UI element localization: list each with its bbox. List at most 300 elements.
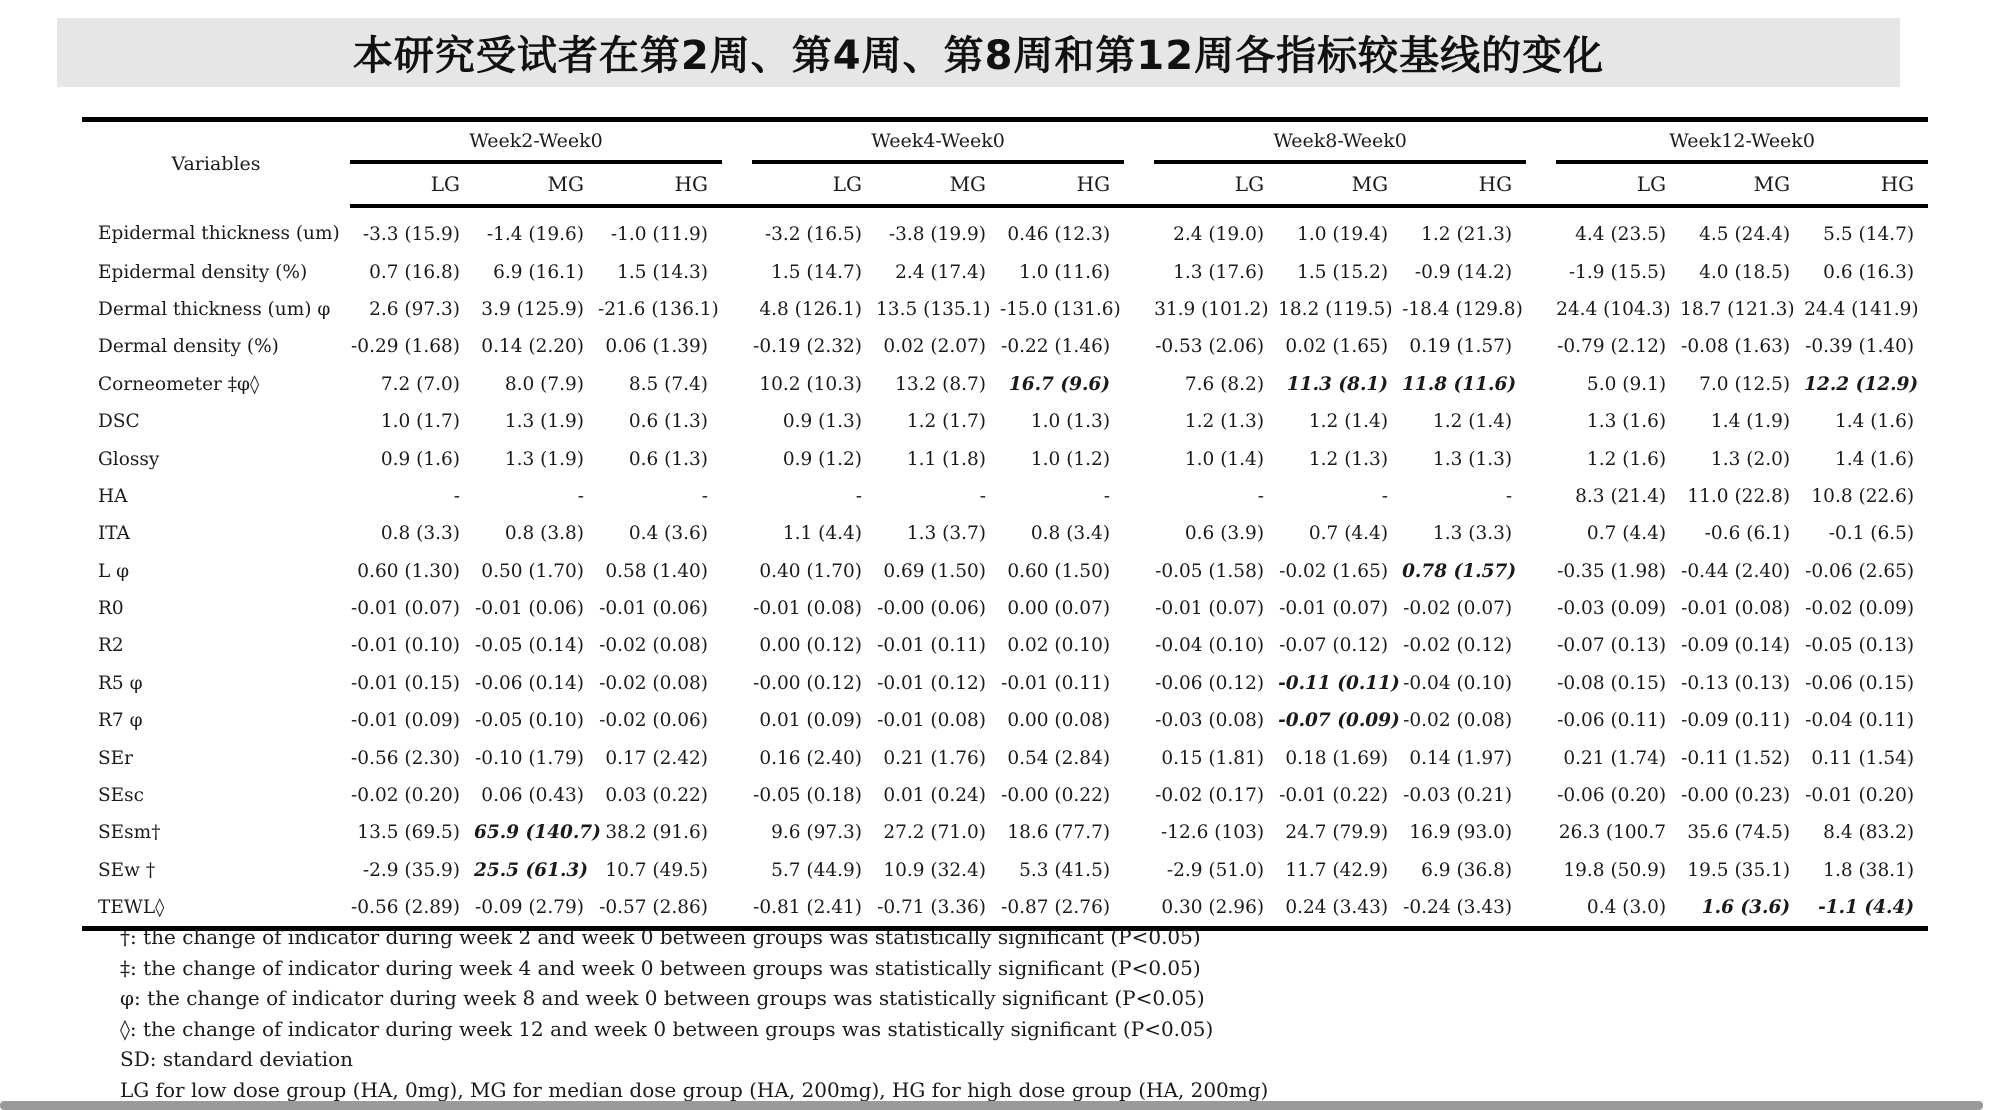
value-cell: -0.06 (0.20)	[1557, 785, 1667, 807]
value-cell: 0.16 (2.40)	[759, 747, 863, 769]
variable-name: SEsc	[98, 785, 145, 807]
value-cell: 1.2 (1.7)	[906, 411, 987, 433]
value-cell: -	[855, 485, 863, 507]
value-cell: 4.0 (18.5)	[1699, 261, 1791, 283]
value-cell: 1.3 (2.0)	[1710, 448, 1791, 470]
value-cell: -0.01 (0.22)	[1279, 785, 1389, 807]
variable-name: R0	[98, 598, 124, 620]
value-cell: 0.14 (1.97)	[1409, 747, 1513, 769]
footnote-line: ‡: the change of indicator during week 4 and week 0 between groups was statistically significant (P<0.05)	[120, 955, 1201, 980]
value-cell: -1.0 (11.9)	[610, 224, 709, 246]
value-cell: -2.9 (51.0)	[1166, 859, 1265, 881]
value-cell: -0.13 (0.13)	[1681, 672, 1791, 694]
group-gap	[1526, 777, 1556, 814]
horizontal-scrollbar[interactable]	[0, 1101, 1983, 1110]
variable-name: L φ	[98, 560, 130, 582]
group-header-week12: Week12-Week0	[1556, 120, 1928, 163]
group-gap	[722, 702, 752, 739]
value-cell: -0.56 (2.30)	[351, 747, 460, 769]
value-cell: 0.4 (3.6)	[628, 523, 709, 545]
value-cell: -2.9 (35.9)	[362, 859, 460, 881]
value-cell: 0.7 (4.4)	[1586, 523, 1667, 545]
variable-name: Epidermal density (%)	[98, 261, 308, 283]
value-cell: 0.03 (0.22)	[605, 785, 709, 807]
value-cell: -0.1 (6.5)	[1828, 523, 1915, 545]
value-cell: -0.04 (0.11)	[1805, 710, 1915, 732]
value-cell: -0.11 (1.52)	[1681, 747, 1791, 769]
variable-name: Dermal thickness (um) φ	[98, 298, 331, 320]
results-table	[82, 117, 1928, 931]
table-row	[82, 253, 1928, 290]
subheader-hg: HG	[1804, 162, 1928, 206]
subheader-hg: HG	[1000, 162, 1124, 206]
value-cell: -0.01 (0.11)	[877, 635, 987, 657]
group-gap	[1124, 739, 1154, 776]
value-cell: -	[979, 485, 987, 507]
value-cell: 24.4 (141.9)	[1804, 298, 1919, 320]
value-cell: -0.6 (6.1)	[1704, 523, 1791, 545]
value-cell: 35.6 (74.5)	[1687, 822, 1791, 844]
value-cell: -0.05 (0.13)	[1805, 635, 1915, 657]
variable-name: SEr	[98, 747, 134, 769]
table-row	[82, 627, 1928, 664]
table-row	[82, 291, 1928, 328]
value-cell: 18.7 (121.3)	[1680, 298, 1795, 320]
value-cell: -0.22 (1.46)	[1001, 336, 1111, 358]
value-cell: -0.09 (2.79)	[474, 889, 598, 929]
group-gap	[1124, 627, 1154, 664]
group-gap	[1124, 590, 1154, 627]
subheader-lg: LG	[1556, 162, 1680, 206]
value-cell: 1.2 (1.3)	[1184, 411, 1265, 433]
value-cell: 0.69 (1.50)	[883, 560, 987, 582]
value-cell: -0.03 (0.09)	[1557, 598, 1667, 620]
value-cell: 0.60 (1.50)	[1007, 560, 1111, 582]
value-cell: 0.8 (3.3)	[380, 523, 460, 545]
value-cell: 6.9 (36.8)	[1421, 859, 1513, 881]
variable-name: Epidermal thickness (um)	[98, 223, 340, 245]
value-cell: 0.00 (0.08)	[1007, 710, 1111, 732]
table-row	[82, 739, 1928, 776]
value-cell: -0.01 (0.07)	[1279, 598, 1389, 620]
value-cell: 0.54 (2.84)	[1007, 747, 1111, 769]
value-cell: -0.02 (0.20)	[351, 785, 460, 807]
value-cell: 9.6 (97.3)	[771, 822, 863, 844]
value-cell: 0.02 (0.10)	[1007, 635, 1111, 657]
value-cell: 26.3 (100.7	[1558, 822, 1667, 844]
group-gap	[1124, 253, 1154, 290]
value-cell: -0.57 (2.86)	[598, 889, 722, 929]
value-cell: 24.4 (104.3)	[1556, 298, 1671, 320]
group-gap	[1124, 814, 1154, 851]
value-cell: -0.09 (0.11)	[1681, 710, 1791, 732]
value-cell: -0.01 (0.07)	[351, 598, 460, 620]
value-cell: 1.3 (1.3)	[1432, 448, 1513, 470]
value-cell: 10.8 (22.6)	[1811, 485, 1915, 507]
value-cell: -0.02 (0.06)	[599, 710, 709, 732]
value-cell: 11.8 (11.6)	[1402, 373, 1517, 395]
value-cell: 11.0 (22.8)	[1687, 485, 1791, 507]
value-cell: 1.0 (1.4)	[1184, 448, 1265, 470]
value-cell: 1.1 (4.4)	[782, 523, 863, 545]
value-cell: 0.02 (1.65)	[1285, 336, 1389, 358]
value-cell: 0.9 (1.2)	[782, 448, 863, 470]
group-gap	[1526, 889, 1556, 929]
group-gap	[722, 253, 752, 290]
value-cell: 5.5 (14.7)	[1823, 224, 1915, 246]
value-cell: 7.2 (7.0)	[380, 373, 460, 395]
value-cell: 1.0 (1.7)	[380, 411, 460, 433]
group-header-week4: Week4-Week0	[752, 120, 1124, 163]
value-cell: -0.01 (0.09)	[351, 710, 460, 732]
value-cell: -0.10 (1.79)	[475, 747, 584, 769]
value-cell: 0.30 (2.96)	[1154, 889, 1278, 929]
value-cell: 7.6 (8.2)	[1184, 373, 1265, 395]
group-gap	[722, 478, 752, 515]
value-cell: -0.29 (1.68)	[351, 336, 460, 358]
value-cell: 0.00 (0.12)	[759, 635, 863, 657]
value-cell: -0.05 (0.10)	[475, 710, 584, 732]
value-cell: -0.00 (0.23)	[1681, 785, 1791, 807]
value-cell: 0.18 (1.69)	[1285, 747, 1389, 769]
value-cell: 5.0 (9.1)	[1586, 373, 1667, 395]
variable-name: Glossy	[98, 448, 160, 470]
value-cell: -0.06 (2.65)	[1805, 560, 1915, 582]
value-cell: 38.2 (91.6)	[605, 822, 709, 844]
value-cell: 0.15 (1.81)	[1161, 747, 1265, 769]
value-cell: -0.9 (14.2)	[1414, 261, 1513, 283]
group-gap	[1526, 253, 1556, 290]
group-gap	[1124, 206, 1154, 253]
table-row	[82, 852, 1928, 889]
group-gap	[1124, 366, 1154, 403]
footnote-line: LG for low dose group (HA, 0mg), MG for median dose group (HA, 200mg), HG for high dose group (HA, 200mg)	[120, 1077, 1269, 1102]
value-cell: -0.01 (0.08)	[753, 598, 863, 620]
value-cell: 0.7 (4.4)	[1308, 523, 1389, 545]
value-cell: 0.21 (1.74)	[1563, 747, 1667, 769]
value-cell: -	[1505, 485, 1513, 507]
value-cell: -0.06 (0.14)	[475, 672, 584, 694]
value-cell: 11.7 (42.9)	[1285, 859, 1389, 881]
variable-name: R7 φ	[98, 710, 143, 732]
value-cell: -0.02 (0.07)	[1403, 598, 1513, 620]
value-cell: -0.07 (0.12)	[1279, 635, 1389, 657]
value-cell: 0.00 (0.07)	[1007, 598, 1111, 620]
subheader-lg: LG	[1154, 162, 1278, 206]
subheader-hg: HG	[598, 162, 722, 206]
value-cell: 1.5 (14.7)	[771, 261, 863, 283]
value-cell: 0.6 (16.3)	[1823, 261, 1915, 283]
subheader-mg: MG	[876, 162, 1000, 206]
footnote-line: φ: the change of indicator during week 8 and week 0 between groups was statistically significant (P<0.05)	[120, 986, 1205, 1010]
table-row	[82, 665, 1928, 702]
table-row	[82, 206, 1928, 253]
value-cell: 8.3 (21.4)	[1575, 485, 1667, 507]
group-gap	[722, 515, 752, 552]
value-cell: -0.07 (0.09)	[1278, 710, 1400, 732]
value-cell: -0.01 (0.12)	[877, 672, 987, 694]
group-gap	[1124, 440, 1154, 477]
value-cell: 8.4 (83.2)	[1823, 822, 1915, 844]
value-cell: -	[577, 485, 584, 507]
subheader-mg: MG	[474, 162, 598, 206]
group-gap	[1124, 291, 1154, 328]
value-cell: -1.4 (19.6)	[486, 224, 584, 246]
value-cell: 13.5 (69.5)	[357, 822, 460, 844]
value-cell: -0.08 (1.63)	[1681, 336, 1791, 358]
value-cell: -0.05 (0.18)	[753, 785, 863, 807]
value-cell: 0.14 (2.20)	[481, 336, 584, 358]
value-cell: 1.1 (1.8)	[906, 448, 987, 470]
variable-name: R5 φ	[98, 672, 143, 694]
results-table-container	[82, 117, 1924, 931]
value-cell: 18.6 (77.7)	[1007, 822, 1111, 844]
value-cell: -0.05 (0.14)	[475, 635, 584, 657]
value-cell: 1.2 (1.4)	[1432, 411, 1513, 433]
value-cell: 10.7 (49.5)	[605, 859, 709, 881]
value-cell: 27.2 (71.0)	[883, 822, 987, 844]
group-gap	[1526, 702, 1556, 739]
value-cell: 1.3 (3.3)	[1432, 523, 1513, 545]
value-cell: -0.39 (1.40)	[1805, 336, 1915, 358]
value-cell: -0.06 (0.12)	[1155, 672, 1265, 694]
value-cell: 0.6 (3.9)	[1184, 523, 1265, 545]
group-gap	[1526, 553, 1556, 590]
variables-header: Variables	[171, 153, 261, 175]
value-cell: 1.2 (1.4)	[1308, 411, 1389, 433]
value-cell: -0.53 (2.06)	[1155, 336, 1265, 358]
value-cell: 0.50 (1.70)	[481, 560, 584, 582]
value-cell: -0.01 (0.10)	[351, 635, 460, 657]
footnote-line: †: the change of indicator during week 2 and week 0 between groups was statistically significant (P<0.05)	[120, 925, 1201, 949]
value-cell: 1.0 (11.6)	[1019, 261, 1111, 283]
variable-name: DSC	[98, 411, 140, 433]
value-cell: 1.5 (15.2)	[1297, 261, 1389, 283]
value-cell: 4.8 (126.1)	[759, 298, 863, 320]
group-gap	[722, 777, 752, 814]
value-cell: 19.5 (35.1)	[1687, 859, 1791, 881]
group-gap	[1526, 515, 1556, 552]
variable-name: R2	[98, 635, 124, 657]
group-gap	[722, 366, 752, 403]
group-gap	[1124, 553, 1154, 590]
group-header-week8: Week8-Week0	[1154, 120, 1526, 163]
value-cell: -0.56 (2.89)	[350, 889, 474, 929]
value-cell: 0.8 (3.8)	[504, 523, 584, 545]
group-gap	[1124, 665, 1154, 702]
value-cell: 1.4 (1.6)	[1834, 411, 1915, 433]
value-cell: -0.09 (0.14)	[1681, 635, 1791, 657]
value-cell: 24.7 (79.9)	[1285, 822, 1389, 844]
value-cell: 1.6 (3.6)	[1680, 889, 1804, 929]
value-cell: 10.2 (10.3)	[759, 373, 863, 395]
value-cell: 19.8 (50.9)	[1563, 859, 1667, 881]
value-cell: 1.4 (1.9)	[1710, 411, 1791, 433]
value-cell: -0.01 (0.06)	[599, 598, 709, 620]
value-cell: 0.11 (1.54)	[1811, 747, 1915, 769]
value-cell: 0.7 (16.8)	[369, 261, 460, 283]
value-cell: -3.8 (19.9)	[888, 224, 987, 246]
value-cell: -0.01 (0.11)	[1001, 672, 1111, 694]
value-cell: 13.5 (135.1)	[876, 298, 991, 320]
group-gap	[1526, 590, 1556, 627]
value-cell: 0.78 (1.57)	[1402, 560, 1517, 582]
table-row	[82, 440, 1928, 477]
value-cell: 2.4 (19.0)	[1173, 224, 1265, 246]
value-cell: -0.44 (2.40)	[1681, 560, 1791, 582]
value-cell: 0.60 (1.30)	[357, 560, 460, 582]
value-cell: -3.3 (15.9)	[362, 224, 460, 246]
group-gap	[1526, 739, 1556, 776]
group-gap	[1526, 440, 1556, 477]
value-cell: 1.2 (1.3)	[1308, 448, 1389, 470]
value-cell: -0.00 (0.06)	[877, 598, 987, 620]
group-gap	[722, 440, 752, 477]
value-cell: 18.2 (119.5)	[1278, 298, 1393, 320]
value-cell: 25.5 (61.3)	[474, 859, 589, 881]
value-cell: 0.01 (0.09)	[759, 710, 863, 732]
value-cell: 1.2 (1.6)	[1586, 448, 1667, 470]
value-cell: 16.7 (9.6)	[1008, 373, 1111, 395]
value-cell: 4.5 (24.4)	[1699, 224, 1791, 246]
group-gap	[722, 206, 752, 253]
group-gap	[1526, 366, 1556, 403]
value-cell: -15.0 (131.6)	[1000, 298, 1121, 320]
group-gap	[1526, 328, 1556, 365]
value-cell: 2.4 (17.4)	[895, 261, 987, 283]
value-cell: -	[453, 485, 460, 507]
value-cell: -0.05 (1.58)	[1155, 560, 1265, 582]
value-cell: 4.4 (23.5)	[1575, 224, 1667, 246]
subheader-lg: LG	[752, 162, 876, 206]
value-cell: -0.04 (0.10)	[1403, 672, 1513, 694]
value-cell: -0.00 (0.12)	[753, 672, 863, 694]
group-gap	[722, 627, 752, 664]
group-gap	[1526, 665, 1556, 702]
value-cell: 0.8 (3.4)	[1030, 523, 1111, 545]
value-cell: 1.0 (19.4)	[1297, 224, 1389, 246]
subheader-hg: HG	[1402, 162, 1526, 206]
group-gap	[1124, 702, 1154, 739]
value-cell: 0.01 (0.24)	[883, 785, 987, 807]
value-cell: 10.9 (32.4)	[883, 859, 987, 881]
value-cell: -0.06 (0.11)	[1557, 710, 1667, 732]
group-gap	[1526, 814, 1556, 851]
value-cell: 0.9 (1.6)	[380, 448, 460, 470]
value-cell: 31.9 (101.2)	[1154, 298, 1269, 320]
value-cell: 5.3 (41.5)	[1019, 859, 1111, 881]
value-cell: 1.3 (17.6)	[1173, 261, 1265, 283]
group-header-week2: Week2-Week0	[350, 120, 722, 163]
value-cell: -0.04 (0.10)	[1155, 635, 1265, 657]
value-cell: 0.02 (2.07)	[883, 336, 987, 358]
group-gap	[722, 291, 752, 328]
value-cell: -	[1103, 485, 1111, 507]
value-cell: 0.4 (3.0)	[1556, 889, 1680, 929]
value-cell: -0.03 (0.08)	[1155, 710, 1265, 732]
table-row	[82, 478, 1928, 515]
value-cell: 0.21 (1.76)	[883, 747, 987, 769]
value-cell: -	[701, 485, 709, 507]
group-gap	[722, 553, 752, 590]
group-gap	[1526, 291, 1556, 328]
value-cell: -21.6 (136.1)	[598, 298, 719, 320]
value-cell: -0.01 (0.15)	[351, 672, 460, 694]
value-cell: 0.06 (0.43)	[481, 785, 584, 807]
value-cell: 65.9 (140.7)	[474, 822, 601, 844]
value-cell: -	[1381, 485, 1389, 507]
value-cell: 0.06 (1.39)	[605, 336, 709, 358]
value-cell: 0.6 (1.3)	[628, 448, 709, 470]
value-cell: -1.1 (4.4)	[1804, 889, 1928, 929]
group-gap	[722, 590, 752, 627]
value-cell: -18.4 (129.8)	[1402, 298, 1523, 320]
value-cell: 1.3 (1.9)	[504, 448, 584, 470]
table-row	[82, 515, 1928, 552]
subheader-lg: LG	[350, 162, 474, 206]
value-cell: -0.02 (0.08)	[1403, 710, 1513, 732]
table-row	[82, 553, 1928, 590]
value-cell: -0.02 (0.09)	[1805, 598, 1915, 620]
value-cell: -0.03 (0.21)	[1403, 785, 1513, 807]
value-cell: -0.71 (3.36)	[876, 889, 1000, 929]
value-cell: 16.9 (93.0)	[1409, 822, 1513, 844]
table-row	[82, 814, 1928, 851]
group-gap	[1526, 403, 1556, 440]
group-gap	[722, 814, 752, 851]
value-cell: 0.24 (3.43)	[1278, 889, 1402, 929]
value-cell: -0.02 (0.17)	[1155, 785, 1265, 807]
group-gap	[722, 665, 752, 702]
group-gap	[722, 739, 752, 776]
value-cell: 1.4 (1.6)	[1834, 448, 1915, 470]
value-cell: 1.3 (3.7)	[906, 523, 987, 545]
value-cell: 1.3 (1.9)	[504, 411, 584, 433]
value-cell: 1.5 (14.3)	[617, 261, 709, 283]
group-gap	[722, 403, 752, 440]
group-gap	[1124, 328, 1154, 365]
value-cell: 5.7 (44.9)	[771, 859, 863, 881]
subheader-mg: MG	[1278, 162, 1402, 206]
group-gap	[1526, 852, 1556, 889]
value-cell: 6.9 (16.1)	[493, 261, 584, 283]
table-row	[82, 403, 1928, 440]
value-cell: -3.2 (16.5)	[764, 224, 863, 246]
value-cell: 0.46 (12.3)	[1007, 224, 1111, 246]
group-gap	[1124, 852, 1154, 889]
value-cell: 1.3 (1.6)	[1586, 411, 1667, 433]
value-cell: -0.35 (1.98)	[1557, 560, 1667, 582]
group-gap	[1526, 478, 1556, 515]
variable-name: TEWL◊	[82, 889, 350, 929]
value-cell: -0.01 (0.06)	[475, 598, 584, 620]
value-cell: 11.3 (8.1)	[1286, 373, 1389, 395]
footnotes	[120, 922, 1268, 1105]
value-cell: -0.01 (0.07)	[1155, 598, 1265, 620]
value-cell: 1.8 (38.1)	[1823, 859, 1915, 881]
table-body	[82, 206, 1928, 929]
value-cell: 0.40 (1.70)	[759, 560, 863, 582]
table-row	[82, 366, 1928, 403]
group-gap	[722, 328, 752, 365]
variable-name: Dermal density (%)	[98, 336, 279, 358]
value-cell: -0.19 (2.32)	[753, 336, 863, 358]
group-gap	[1124, 478, 1154, 515]
value-cell: -0.81 (2.41)	[752, 889, 876, 929]
value-cell: -0.02 (0.08)	[599, 635, 709, 657]
value-cell: -0.07 (0.13)	[1557, 635, 1667, 657]
value-cell: -0.00 (0.22)	[1001, 785, 1111, 807]
